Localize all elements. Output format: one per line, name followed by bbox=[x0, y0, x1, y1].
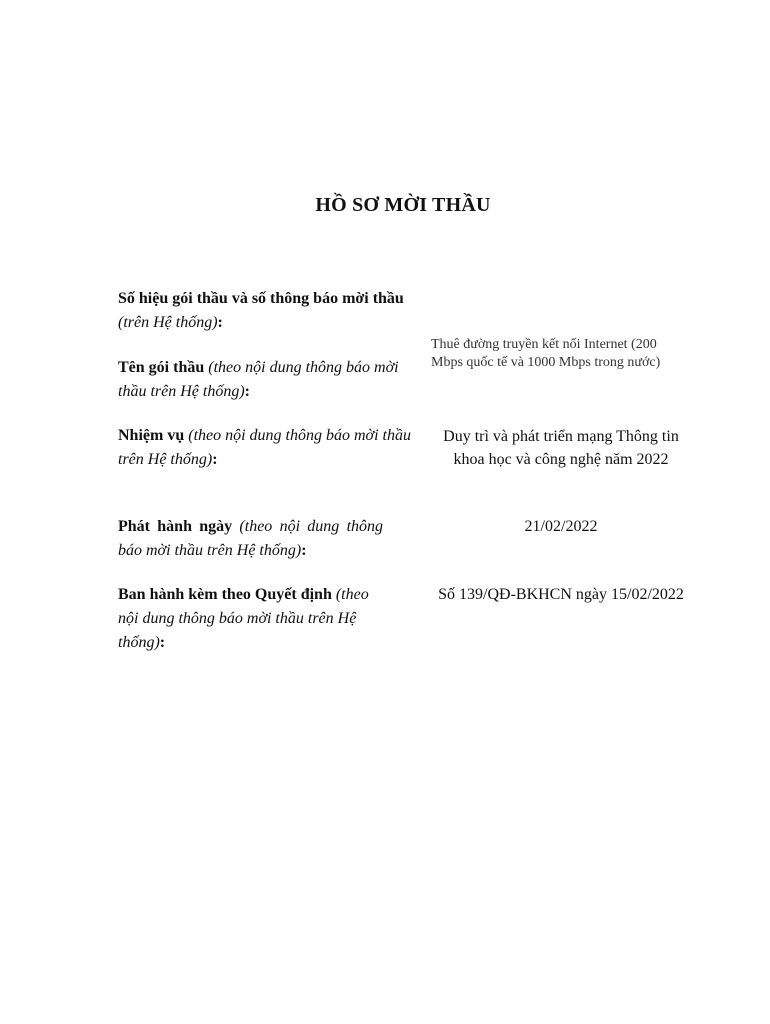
label-package-number-italic: (trên Hệ thống) bbox=[118, 314, 218, 331]
label-decision-colon: : bbox=[159, 634, 166, 651]
document-title: HỒ SƠ MỜI THẦU bbox=[315, 194, 491, 216]
label-package-name-colon: : bbox=[244, 383, 250, 400]
label-task-italic: (theo nội dung thông báo mời thầu trên Hệ thống) bbox=[118, 427, 411, 468]
label-package-name bbox=[118, 356, 414, 404]
label-package-name-bold: Tên gói thầu bbox=[118, 359, 205, 376]
label-issue-date-bold: Phát hành ngày bbox=[118, 518, 233, 535]
value-decision: Số 139/QĐ-BKHCN ngày 15/02/2022 bbox=[438, 586, 684, 603]
label-package-number bbox=[118, 287, 414, 335]
label-task-colon: : bbox=[212, 451, 218, 468]
value-issue-date: 21/02/2022 bbox=[524, 518, 598, 535]
label-decision-italic: (theo nội dung thông báo mời thầu trên Hệ thống) bbox=[118, 586, 369, 651]
label-package-name-italic: (theo nội dung thông báo mời thầu trên Hệ thống) bbox=[118, 359, 399, 400]
label-package-number-colon: : bbox=[217, 314, 223, 331]
label-issue-date-italic: (theo nội dung thông báo mời thầu trên Hệ thống) bbox=[118, 518, 384, 559]
label-issue-date bbox=[118, 515, 383, 563]
label-task bbox=[118, 424, 414, 472]
value-task: Duy trì và phát triển mạng Thông tin khoa học và công nghệ năm 2022 bbox=[443, 428, 679, 468]
label-package-number-bold: Số hiệu gói thầu và số thông báo mời thầu bbox=[118, 290, 404, 307]
label-task-bold: Nhiệm vụ bbox=[118, 427, 185, 444]
label-issue-date-colon: : bbox=[301, 542, 307, 559]
label-decision bbox=[118, 583, 380, 655]
label-decision-bold: Ban hành kèm theo Quyết định bbox=[118, 586, 332, 603]
value-package-name: Thuê đường truyền kết nối Internet (200 Mbps quốc tế và 1000 Mbps trong nước) bbox=[431, 337, 661, 370]
